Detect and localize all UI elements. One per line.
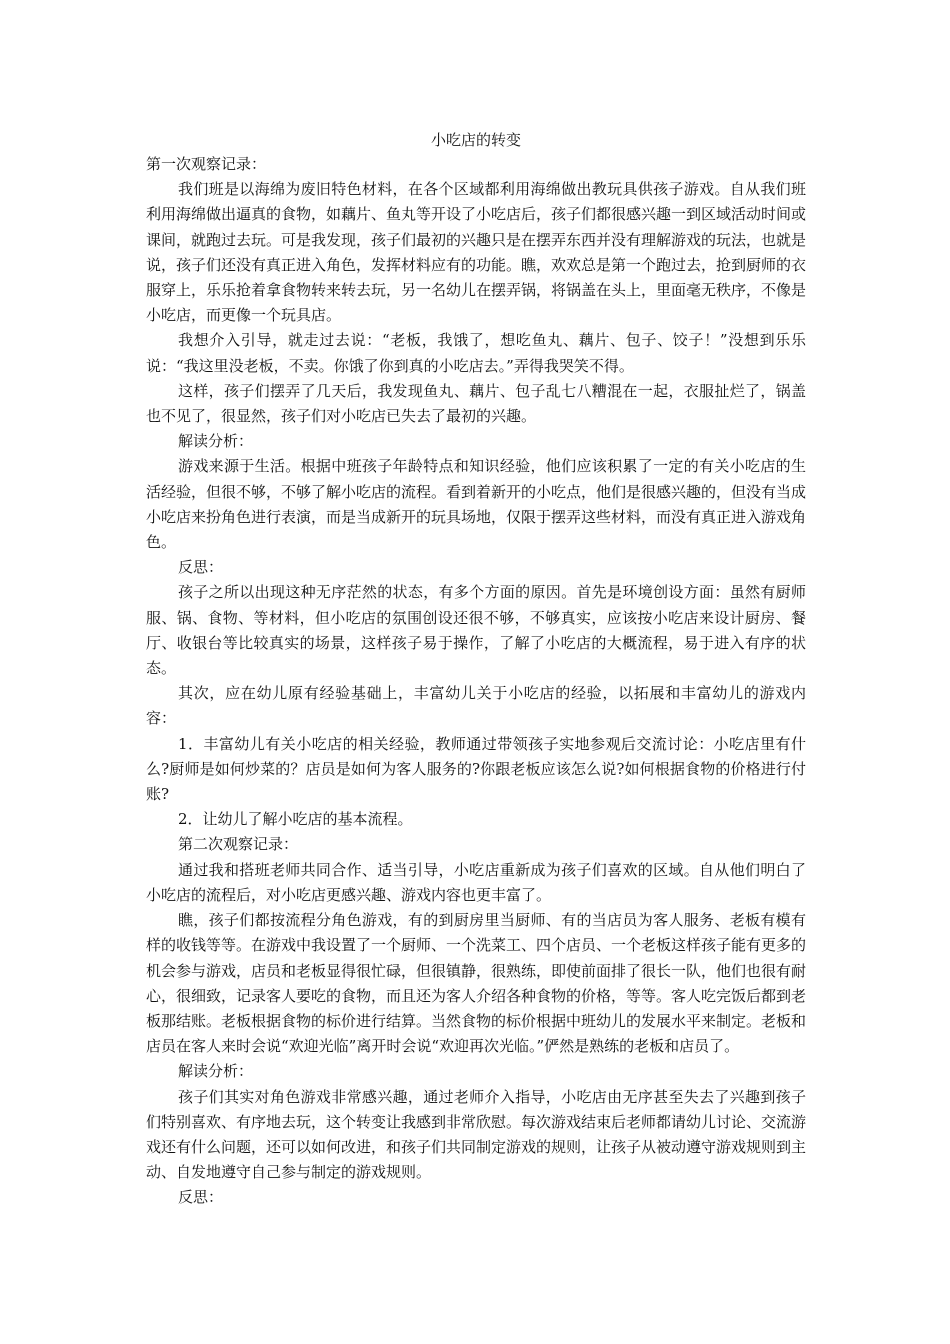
paragraph: 我想介入引导，就走过去说：“老板，我饿了，想吃鱼丸、藕片、包子、饺子！”没想到乐乐说：“我这里没老板，不卖。你饿了你到真的小吃店去。”弄得我哭笑不得。 xyxy=(146,331,806,375)
paragraph: 瞧，孩子们都按流程分角色游戏，有的到厨房里当厨师、有的当店员为客人服务、老板有模有样的收钱等等。在游戏中我设置了一个厨师、一个洗菜工、四个店员、一个老板这样孩子能有更多的机会参与游戏，店员和老板显得很忙碌，但很镇静，很熟练，即使前面排了很长一队，他们也很有耐心，很细致，记录客人要吃的食物，而且还为客人介绍各种食物的价格，等等。客人吃完饭后都到老板那结账。老板根据食物的标价进行结算。当然食物的标价根据中班幼儿的发展水平来制定。老板和店员在客人来时会说“欢迎光临”离开时会说“欢迎再次光临。”俨然是熟练的老板和店员了。 xyxy=(146,911,807,1056)
section-heading-observation-2: 第二次观察记录： xyxy=(178,835,299,854)
section-heading-analysis-2: 解读分析： xyxy=(178,1062,254,1081)
paragraph: 其次，应在幼儿原有经验基础上，丰富幼儿关于小吃店的经验，以拓展和丰富幼儿的游戏内容： xyxy=(146,684,806,728)
paragraph: 孩子之所以出现这种无序茫然的状态，有多个方面的原因。首先是环境创设方面：虽然有厨师服、锅、食物、等材料，但小吃店的氛围创设还很不够，不够真实，应该按小吃店来设计厨房、餐厅、收银台等比较真实的场景，这样孩子易于操作，了解了小吃店的大概流程，易于进入有序的状态。 xyxy=(146,583,806,678)
document-title: 小吃店的转变 xyxy=(430,131,521,149)
section-heading-reflection-1: 反思： xyxy=(178,558,224,577)
paragraph: 游戏来源于生活。根据中班孩子年龄特点和知识经验，他们应该积累了一定的有关小吃店的生活经验，但很不够，不够了解小吃店的流程。看到着新开的小吃点，他们是很感兴趣的，但没有当成小吃店来扮角色进行表演，而是当成新开的玩具场地，仅限于摆弄这些材料，而没有真正进入游戏角色。 xyxy=(146,457,807,552)
paragraph: 这样，孩子们摆弄了几天后，我发现鱼丸、藕片、包子乱七八糟混在一起，衣服扯烂了，锅盖也不见了，很显然，孩子们对小吃店已失去了最初的兴趣。 xyxy=(146,381,806,426)
paragraph: 通过我和搭班老师共同合作、适当引导，小吃店重新成为孩子们喜欢的区域。自从他们明白了小吃店的流程后，对小吃店更感兴趣、游戏内容也更丰富了。 xyxy=(146,860,806,904)
list-item: 2．让幼儿了解小吃店的基本流程。 xyxy=(178,810,413,829)
section-heading-analysis-1: 解读分析： xyxy=(178,432,254,451)
section-heading-reflection-2: 反思： xyxy=(178,1188,224,1207)
list-item: 1．丰富幼儿有关小吃店的相关经验，教师通过带领孩子实地参观后交流讨论：小吃店里有什么?厨师是如何炒菜的？店员是如何为客人服务的?你跟老板应该怎么说?如何根据食物的价格进行付账? xyxy=(146,734,806,804)
paragraph: 孩子们其实对角色游戏非常感兴趣，通过老师介入指导，小吃店由无序甚至失去了兴趣到孩子们特别喜欢、有序地去玩，这个转变让我感到非常欣慰。每次游戏结束后老师都请幼儿讨论、交流游戏还有什么问题，还可以如何改进，和孩子们共同制定游戏的规则，让孩子从被动遵守游戏规则到主动、自发地遵守自己参与制定的游戏规则。 xyxy=(146,1087,807,1182)
section-heading-observation-1: 第一次观察记录： xyxy=(146,155,267,173)
document-page xyxy=(146,128,806,1211)
paragraph: 我们班是以海绵为废旧特色材料，在各个区域都利用海绵做出教玩具供孩子游戏。自从我们班利用海绵做出逼真的食物，如藕片、鱼丸等开设了小吃店后，孩子们都很感兴趣一到区域活动时间或课间，就跑过去玩。可是我发现，孩子们最初的兴趣只是在摆弄东西并没有理解游戏的玩法，也就是说，孩子们还没有真正进入角色，发挥材料应有的功能。瞧，欢欢总是第一个跑过去，抢到厨师的衣服穿上，乐乐抢着拿食物转来转去玩，另一名幼儿在摆弄锅，将锅盖在头上，里面毫无秩序，不像是小吃店，而更像一个玩具店。 xyxy=(146,180,807,325)
